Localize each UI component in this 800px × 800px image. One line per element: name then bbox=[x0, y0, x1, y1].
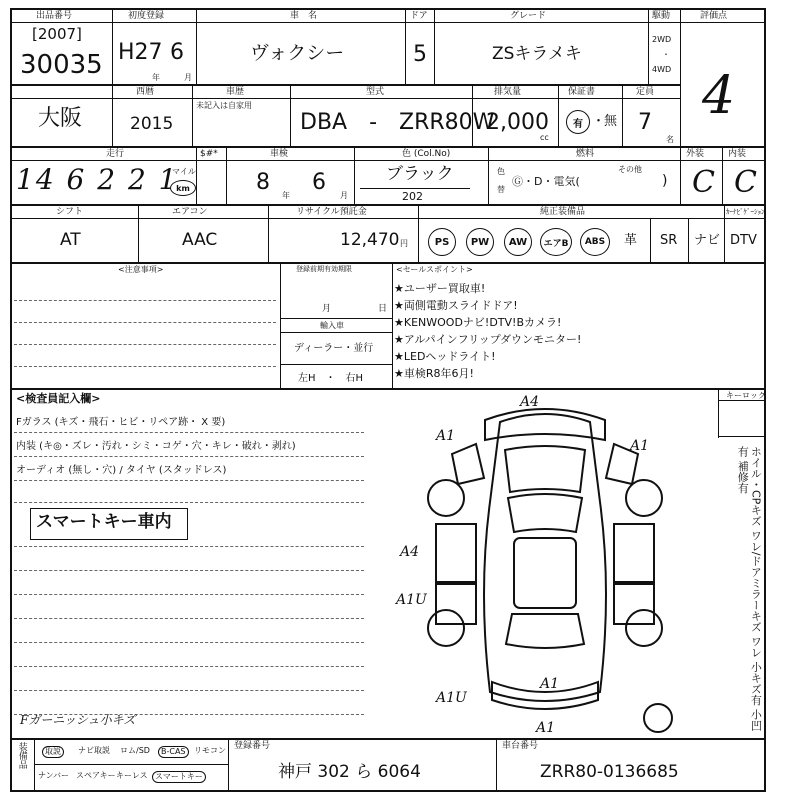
h-mid-3 bbox=[280, 364, 392, 365]
v-23 bbox=[724, 204, 725, 264]
v-20 bbox=[418, 204, 419, 264]
hdr-recycle: リサイクル預託金 bbox=[296, 207, 367, 217]
fuel-other: その他 bbox=[618, 165, 642, 174]
change-day: 日 bbox=[378, 304, 388, 314]
damage-mark: A4 bbox=[400, 544, 420, 560]
rear-glass bbox=[506, 614, 584, 648]
notes-line-2 bbox=[14, 322, 276, 323]
mileage-unit-km: km bbox=[170, 180, 196, 196]
row-line-2 bbox=[10, 146, 766, 148]
equipment-remote: リモコン bbox=[194, 746, 226, 755]
hdr-year: 西暦 bbox=[136, 87, 155, 97]
outer-left bbox=[10, 8, 12, 792]
v-6 bbox=[680, 8, 681, 148]
hdr-plate: 登録番号 bbox=[234, 741, 271, 751]
inspector-interior: 内装 (キ◎・ズレ・汚れ・シミ・コゲ・穴・キレ・破れ・剥れ) bbox=[16, 441, 296, 452]
row-line-3 bbox=[10, 204, 766, 206]
hdr-mileage-kind: $#* bbox=[200, 149, 218, 159]
v-12 bbox=[196, 146, 197, 206]
insp-line-2 bbox=[14, 456, 364, 457]
h-mid-1 bbox=[280, 318, 392, 319]
insp-line-6 bbox=[14, 570, 364, 571]
hdr-sales-points: <セールスポイント> bbox=[396, 265, 473, 274]
hdr-lot: 出品番号 bbox=[36, 11, 73, 21]
color-divider bbox=[360, 188, 470, 189]
sales-point: ★両側電動スライドドア! bbox=[394, 299, 518, 312]
option-airbag: エアB bbox=[540, 228, 572, 256]
option-abs: ABS bbox=[580, 228, 610, 256]
first-reg-month-unit: 月 bbox=[184, 73, 192, 82]
insp-line-8 bbox=[14, 618, 364, 619]
option-ps: PS bbox=[428, 228, 456, 256]
hdr-shift: シフト bbox=[56, 207, 84, 217]
recycle-unit: 円 bbox=[400, 239, 408, 248]
insp-line-3 bbox=[14, 480, 364, 481]
inspection-year: 8 bbox=[256, 170, 270, 195]
damage-mark: A1U bbox=[436, 690, 467, 706]
damage-mark: A1 bbox=[536, 720, 556, 736]
option-sr: SR bbox=[660, 233, 678, 248]
v-2 bbox=[196, 8, 197, 86]
hdr-line-4 bbox=[10, 218, 766, 219]
handwritten-bottom-note: Fガーニッシュ小キズ bbox=[20, 713, 136, 727]
drive-dot: ・ bbox=[662, 50, 670, 59]
hdr-exterior: 外装 bbox=[686, 149, 705, 159]
option-dtv: DTV bbox=[730, 233, 757, 248]
steering-value: 左H ・ 右H bbox=[298, 373, 364, 384]
right-front-door bbox=[614, 524, 654, 582]
outer-bottom bbox=[10, 790, 766, 792]
hdr-inspection: 車検 bbox=[270, 149, 289, 159]
warranty-dot: ・ bbox=[592, 114, 606, 129]
damage-mark: A1U bbox=[396, 592, 427, 608]
v-17 bbox=[722, 146, 723, 206]
handwritten-note: スマートキー車内 bbox=[36, 512, 172, 532]
lot-year: [2007] bbox=[32, 25, 82, 43]
score-value: 4 bbox=[702, 66, 736, 126]
hdr-car-navi: ｶｰﾅﾋﾞｹﾞｰｼｮﾝ bbox=[726, 208, 765, 216]
hdr-mileage: 走行 bbox=[106, 149, 125, 159]
v-keylock bbox=[718, 388, 719, 438]
v-1 bbox=[112, 8, 113, 148]
hdr-warranty: 保証書 bbox=[568, 87, 596, 97]
change-month: 月 bbox=[322, 304, 332, 314]
hdr-score: 評価点 bbox=[700, 11, 728, 21]
hdr-aircon: エアコン bbox=[172, 207, 208, 217]
h-bot-eq bbox=[34, 764, 228, 765]
hdr-inspector: <検査員記入欄> bbox=[16, 392, 101, 405]
imported-value: ディーラー・並行 bbox=[294, 343, 374, 354]
equipment-side-label: 装備品 bbox=[16, 742, 27, 769]
v-4 bbox=[434, 8, 435, 86]
drive-2wd: 2WD bbox=[652, 35, 672, 44]
fuel-close: ) bbox=[662, 173, 668, 189]
v-19 bbox=[268, 204, 269, 264]
exterior-score: C bbox=[692, 165, 715, 200]
wheel-front-right bbox=[626, 480, 662, 516]
hdr-color: 色 (Col.No) bbox=[402, 149, 451, 159]
v-11 bbox=[622, 84, 623, 148]
insp-line-10 bbox=[14, 666, 364, 667]
hdr-drive: 駆動 bbox=[652, 11, 671, 21]
v-bot-3 bbox=[496, 738, 497, 792]
inspection-month-unit: 月 bbox=[340, 191, 348, 200]
hdr-interior: 内装 bbox=[728, 149, 747, 159]
grade: ZSキラメキ bbox=[492, 44, 582, 64]
shift-value: AT bbox=[60, 230, 81, 250]
option-aw: AW bbox=[504, 228, 532, 256]
door-count: 5 bbox=[413, 42, 427, 67]
option-leather: 革 bbox=[624, 233, 638, 248]
damage-mark: A1 bbox=[630, 438, 650, 454]
recycle-value: 12,470 bbox=[340, 230, 400, 250]
wheel-front-left bbox=[428, 480, 464, 516]
warranty-no: 無 bbox=[604, 114, 618, 129]
hdr-displacement: 排気量 bbox=[494, 87, 522, 97]
insp-line-11 bbox=[14, 690, 364, 691]
history-note: 未記入は自家用 bbox=[196, 101, 252, 110]
mileage-digits: 14 6 2 2 1 bbox=[16, 163, 179, 196]
v-24 bbox=[280, 262, 281, 390]
warranty-yes: 有 bbox=[566, 110, 590, 134]
v-10 bbox=[558, 84, 559, 148]
row-line-5 bbox=[10, 388, 766, 390]
hdr-change-date: 登録前期有効期限 bbox=[296, 265, 352, 273]
roof bbox=[514, 538, 576, 608]
hdr-keylock: キーロック bbox=[726, 391, 766, 400]
color-name: ブラック bbox=[386, 164, 454, 184]
v-16 bbox=[680, 146, 681, 206]
hdr-model: 型式 bbox=[366, 87, 385, 97]
interior-score: C bbox=[734, 165, 757, 200]
right-rear-door bbox=[614, 584, 654, 624]
first-reg-era: H27 bbox=[118, 40, 163, 65]
row-line-6 bbox=[10, 738, 766, 740]
sales-point: ★LEDヘッドライト! bbox=[394, 350, 496, 363]
capacity-value: 7 bbox=[638, 110, 652, 135]
hdr-line-3 bbox=[10, 160, 766, 161]
hdr-options: 純正装備品 bbox=[540, 207, 586, 217]
sales-point: ★車検R8年6月! bbox=[394, 367, 474, 380]
v-3 bbox=[405, 8, 406, 86]
v-18 bbox=[138, 204, 139, 264]
hdr-history: 車歴 bbox=[226, 87, 245, 97]
first-reg-month: 6 bbox=[170, 40, 184, 65]
notes-line-4 bbox=[14, 366, 276, 367]
v-13 bbox=[226, 146, 227, 206]
car-name: ヴォクシー bbox=[250, 42, 345, 64]
car-body-outline bbox=[484, 414, 606, 701]
spare-wheel bbox=[644, 704, 672, 732]
h-mid-2 bbox=[280, 332, 392, 333]
imported-label: 輸入車 bbox=[320, 321, 344, 330]
v-7 bbox=[192, 84, 193, 148]
car-diagram bbox=[380, 392, 710, 738]
damage-mark: A1 bbox=[540, 676, 560, 692]
v-14 bbox=[354, 146, 355, 206]
wheel-rear-left bbox=[428, 610, 464, 646]
v-21 bbox=[650, 218, 651, 264]
outer-top bbox=[10, 8, 766, 10]
v-5 bbox=[648, 8, 649, 86]
hdr-door: ドア bbox=[410, 11, 428, 21]
sales-point: ★アルパインフリップダウンモニター! bbox=[394, 333, 582, 346]
row-line-4 bbox=[10, 262, 766, 264]
color-code: 202 bbox=[402, 190, 423, 203]
displacement-unit: cc bbox=[540, 133, 549, 142]
side-note: ホイル・CPキズ ワレ/ドアミラーキズ ワレ 小キズ有 小凹有 補修有 bbox=[736, 446, 763, 732]
h-keylock bbox=[718, 400, 766, 401]
hood bbox=[505, 446, 585, 492]
left-fender bbox=[452, 444, 484, 484]
fuel-text: Ⓖ・D・電気( bbox=[512, 175, 580, 188]
chassis-number: ZRR80-0136685 bbox=[540, 762, 679, 782]
hdr-line-2 bbox=[10, 98, 680, 99]
equipment-smart-key: スマートキー bbox=[152, 771, 206, 783]
hdr-line-1 bbox=[10, 22, 766, 23]
lot-number: 30035 bbox=[20, 50, 103, 80]
drive-4wd: 4WD bbox=[652, 65, 672, 74]
sales-points-list bbox=[394, 280, 581, 382]
equipment-number: ナンバー bbox=[38, 771, 70, 780]
left-front-door bbox=[436, 524, 476, 582]
row-line-1 bbox=[10, 84, 680, 86]
region: 大阪 bbox=[38, 106, 83, 131]
option-navi: ナビ bbox=[694, 233, 721, 248]
notes-line-3 bbox=[14, 344, 276, 345]
capacity-unit: 名 bbox=[666, 135, 674, 144]
notes-line-1 bbox=[14, 300, 276, 301]
insp-line-7 bbox=[14, 594, 364, 595]
insp-line-4 bbox=[14, 502, 364, 503]
hdr-capacity: 定員 bbox=[636, 87, 655, 97]
sales-point: ★ユーザー買取車! bbox=[394, 282, 486, 295]
damage-mark: A1 bbox=[436, 428, 456, 444]
equipment-spare-key: スペアキー bbox=[76, 771, 116, 780]
v-22 bbox=[688, 218, 689, 264]
option-pw: PW bbox=[466, 228, 494, 256]
sales-point: ★KENWOODナビ!DTV!Bカメラ! bbox=[394, 316, 562, 329]
left-rear-door bbox=[436, 584, 476, 624]
first-reg-year-unit: 年 bbox=[152, 73, 160, 82]
damage-mark: A4 bbox=[520, 394, 540, 410]
hdr-fuel: 燃料 bbox=[576, 149, 595, 159]
insp-line-1 bbox=[14, 432, 364, 433]
plate-number: 神戸 302 ら 6064 bbox=[278, 762, 421, 782]
inspection-year-unit: 年 bbox=[282, 191, 290, 200]
inspector-glass: Fガラス (キズ・飛石・ヒビ・リペア跡・ X 要) bbox=[16, 417, 226, 428]
hdr-chassis: 車台番号 bbox=[502, 741, 539, 751]
equipment-manual: 取説 bbox=[42, 746, 64, 758]
inspection-month: 6 bbox=[312, 170, 326, 195]
h-keylock-2 bbox=[718, 436, 766, 437]
equipment-navi-manual: ナビ取説 bbox=[78, 746, 110, 755]
v-25 bbox=[392, 262, 393, 390]
equipment-keyless: キーレス bbox=[116, 771, 148, 780]
windshield bbox=[508, 494, 582, 532]
v-8 bbox=[290, 84, 291, 148]
color-side-a: 色 bbox=[497, 167, 505, 176]
displacement-value: 2,000 bbox=[486, 110, 549, 135]
hdr-first-reg: 初度登録 bbox=[128, 11, 165, 21]
v-bot-1 bbox=[34, 738, 35, 792]
inspector-audio: オーディオ (無し・穴) / タイヤ (スタッドレス) bbox=[16, 465, 227, 476]
model: DBA - ZRR80W bbox=[300, 110, 495, 135]
insp-line-9 bbox=[14, 642, 364, 643]
aircon-value: AAC bbox=[182, 230, 218, 250]
hdr-notes: <注意事項> bbox=[118, 265, 164, 274]
hdr-grade: グレード bbox=[510, 11, 547, 21]
color-side-b: 替 bbox=[497, 185, 505, 194]
insp-line-5 bbox=[14, 546, 364, 547]
v-bot-2 bbox=[228, 738, 229, 792]
equipment-rom-sd: ロム/SD bbox=[120, 746, 150, 755]
mileage-unit-mile: マイル bbox=[172, 167, 196, 176]
year-value: 2015 bbox=[130, 114, 174, 134]
hdr-car-name: 車 名 bbox=[290, 11, 318, 21]
wheel-rear-right bbox=[626, 610, 662, 646]
equipment-bcas: B-CAS bbox=[158, 746, 189, 758]
v-15 bbox=[488, 146, 489, 206]
